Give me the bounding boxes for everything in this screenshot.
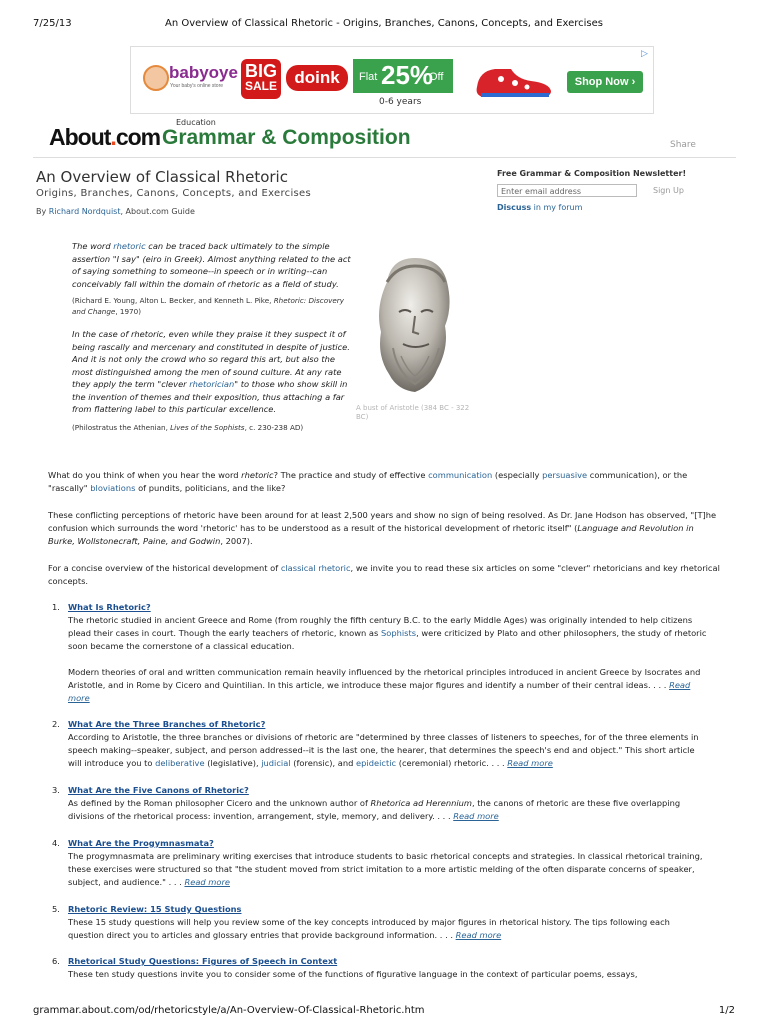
list-item-body (68, 837, 708, 889)
cite-2-title: Lives of the Sophists (170, 423, 245, 432)
communication-link[interactable]: communication (428, 470, 493, 480)
cite-1-a: (Richard E. Young, Alton L. Becker, and Kenneth L. Pike, (72, 296, 274, 305)
ad-big-text: BIG (244, 61, 277, 81)
byline (36, 207, 195, 216)
rhetorician-link[interactable]: rhetorician (189, 379, 235, 389)
item-1-text-p2: Modern theories of oral and written communication remain heavily influenced by the rhetorical principles introduced in ancient Greece by Isocrates and Aristotle, and in Rome by Cicero and Quintilian. In this article, we introduce these major figures and identify a number of their central ideas. . . . (68, 667, 701, 690)
rhetoric-link[interactable]: rhetoric (113, 241, 146, 251)
cite-1-title: Rhetoric: Discovery and Change (72, 296, 344, 316)
list-item-body (68, 955, 708, 981)
cite-2-b: , c. 230-238 AD) (244, 423, 304, 432)
byline-guide: , About.com Guide (120, 207, 195, 216)
ad-shop-now-button[interactable]: Shop Now › (567, 71, 643, 93)
p1-b: ? The practice and study of effective (273, 470, 429, 480)
list-number: 6. (52, 956, 60, 966)
intro-paragraph-2 (48, 509, 720, 548)
quote-2-text-b: " to those who show skill in the invention of themes and their exposition, thus attaching a far from flattering label to this particular excellence. (72, 379, 348, 414)
quote-2 (72, 328, 354, 416)
item-3-italic: Rhetorica ad Herennium (370, 798, 473, 808)
sophists-link[interactable]: Sophists (380, 628, 417, 638)
article-link-study-questions[interactable]: Rhetoric Review: 15 Study Questions (68, 904, 242, 914)
ad-discount-box (353, 59, 453, 93)
quote-2-citation (72, 422, 354, 433)
site-title[interactable]: Grammar & Composition (162, 126, 411, 149)
forum-label[interactable]: in my forum (531, 203, 583, 212)
about-logo[interactable] (49, 124, 160, 151)
p2-a: These conflicting perceptions of rhetoric have been around for at least 2,500 years and show no sign of being resolved. As Dr. Jane Hodson has observed, "[T]he confusion which surrounds the word 'rhetoric' has to be understood as a result of the historical development of rhetoric itself" ( (48, 510, 717, 533)
item-3-text-a: As defined by the Roman philosopher Cicero and the unknown author of (68, 798, 371, 808)
p1-e: of pundits, politicians, and the like? (135, 483, 286, 493)
item-5-text-a: These 15 study questions will help you review some of the key concepts introduced by major figures in rhetorical history. The tips following each question direct you to articles and glossary entries that provide background information. . . . (68, 917, 670, 940)
quote-2-text-a: In the case of rhetoric, even while they praise it they suspect it of being rascally and mercenary and constituted in despite of justice. And it is not only the crowd who so regard this art, but also the most distinguished among the men of sound culture. At any rate they apply the term "clever (72, 329, 350, 389)
discuss-label[interactable]: Discuss (497, 203, 532, 212)
list-item-body (68, 601, 708, 705)
classical-rhetoric-link[interactable]: classical rhetoric (280, 563, 351, 573)
item-2-text-c: (forensic), and (290, 758, 357, 768)
print-url: grammar.about.com/od/rhetoricstyle/a/An-Overview-Of-Classical-Rhetoric.htm (33, 1005, 425, 1016)
bloviations-link[interactable]: bloviations (90, 483, 136, 493)
logo-tld: com (115, 124, 161, 150)
item-6-text-a: These ten study questions invite you to consider some of the functions of figurative language in the context of particular poems, essays, (68, 969, 638, 979)
intro-paragraph-3 (48, 562, 720, 588)
ad-age-range: 0-6 years (379, 97, 422, 107)
read-more-link[interactable]: Read more (68, 680, 691, 703)
share-button[interactable]: Share (670, 140, 696, 150)
item-3-text-b: , the canons of rhetoric are these five overlapping divisions of the rhetorical process: invention, arrangement, style, memory, and delivery. . . . (68, 798, 681, 821)
ad-doink-logo: doink (286, 65, 348, 91)
ad-sale-text: SALE (244, 79, 277, 93)
item-2-text-d: (ceremonial) rhetoric. . . . (396, 758, 508, 768)
item-4-text-a: The progymnasmata are preliminary writing exercises that introduce students to basic rhetorical concepts and strategies. In classical rhetorical training, these exercises were structured so that "the student moved from strict imitation to a more artistic melding of the often disparate concerns of speaker, subject, and audience." . . . (68, 851, 703, 887)
ad-flat-text: Flat (359, 71, 378, 83)
newsletter-heading: Free Grammar & Composition Newsletter! (497, 169, 687, 178)
image-caption: A bust of Aristotle (384 BC - 322 BC) (356, 404, 470, 421)
article-link-what-is-rhetoric[interactable]: What Is Rhetoric? (68, 602, 151, 612)
list-number: 4. (52, 838, 60, 848)
masthead (36, 116, 736, 156)
p2-b: , 2007). (220, 536, 253, 546)
p1-c: (especially (492, 470, 543, 480)
read-more-link[interactable]: Read more (455, 930, 502, 940)
article-link-three-branches[interactable]: What Are the Three Branches of Rhetoric? (68, 719, 266, 729)
p1-d: communication), or the "rascally" (48, 470, 688, 493)
print-date: 7/25/13 (33, 18, 72, 29)
logo-dot: . (110, 124, 116, 150)
intro-paragraph-1 (48, 469, 720, 495)
read-more-link[interactable]: Read more (453, 811, 499, 821)
persuasive-link[interactable]: persuasive (542, 470, 588, 480)
newsletter-box (497, 169, 737, 212)
item-1-text-a: The rhetoric studied in ancient Greece and Rome (from roughly the fifth century B.C. to the early Middle Ages) was originally intended to help citizens plead their cases in court. Though the early teachers of rhetoric, known as (68, 615, 693, 638)
ad-percent-text: 25% (381, 60, 434, 90)
list-number: 3. (52, 785, 60, 795)
list-number: 5. (52, 904, 60, 914)
article-link-five-canons[interactable]: What Are the Five Canons of Rhetoric? (68, 785, 249, 795)
article-subtitle: Origins, Branches, Canons, Concepts, and Exercises (36, 188, 311, 199)
ad-off-text: Off (429, 71, 444, 83)
masthead-divider (33, 157, 736, 158)
p2-i: Language and Revolution in Burke, Wollstonecraft, Paine, and Godwin (48, 523, 694, 546)
author-link[interactable]: Richard Nordquist (48, 207, 121, 216)
list-item-body (68, 903, 708, 942)
p3-b: , we invite you to read these six articles on some "clever" rhetoricians and key rhetorical concepts. (48, 563, 720, 586)
deliberative-link[interactable]: deliberative (155, 758, 205, 768)
article-link-progymnasmata[interactable]: What Are the Progymnasmata? (68, 838, 214, 848)
quote-1 (72, 240, 354, 290)
email-field[interactable]: Enter email address (497, 184, 637, 197)
p3-a: For a concise overview of the historical development of (48, 563, 281, 573)
logo-main: About (49, 124, 111, 150)
section-label[interactable]: Education (176, 118, 216, 127)
p1-a: What do you think of when you hear the word (48, 470, 242, 480)
byline-prefix: By (36, 207, 49, 216)
ad-brand-name: babyoye (169, 63, 238, 82)
article-title: An Overview of Classical Rhetoric (36, 168, 288, 186)
quote-1-text-b: can be traced back ultimately to the simple assertion "I say" (eiro in Greek). Almost anything related to the act of saying something to someone--in speech or in writing--can conceivably fall within the domain of rhetoric as a field of study. (72, 241, 351, 289)
ad-brand-logo (143, 63, 238, 93)
aristotle-bust-image (357, 252, 469, 402)
item-2-text-a: According to Aristotle, the three branches or divisions of rhetoric are "determined by three classes of listeners to speeches, for of the three elements in speech making--speaker, subject, and person addressed--it is the last one, the hearer, that determines the speech's end and object." This short article will introduce you to (68, 732, 699, 768)
list-item-body (68, 784, 708, 823)
cite-1-b: , 1970) (115, 307, 141, 316)
ad-brand-tagline: Your baby's online store (170, 83, 224, 89)
list-number: 1. (52, 602, 60, 612)
article-link-figures-of-speech[interactable]: Rhetorical Study Questions: Figures of Speech in Context (68, 956, 338, 966)
baby-face-icon (143, 65, 169, 91)
cite-2-a: (Philostratus the Athenian, (72, 423, 171, 432)
signup-button[interactable]: Sign Up (653, 186, 684, 195)
item-1-text-b: , were criticized by Plato and other philosophers, the study of rhetoric soon became the cornerstone of a classical education. (68, 628, 707, 651)
judicial-link[interactable]: judicial (261, 758, 291, 768)
print-page-number: 1/2 (718, 1005, 735, 1016)
print-title: An Overview of Classical Rhetoric - Origins, Branches, Canons, Concepts, and Exercises (165, 18, 603, 29)
list-item-body (68, 718, 708, 770)
adchoices-icon[interactable]: ▷ (641, 49, 648, 59)
ad-big-sale-badge (241, 59, 281, 99)
p1-i: rhetoric (241, 470, 274, 480)
read-more-link[interactable]: Read more (507, 758, 553, 768)
item-2-text-b: (legislative), (204, 758, 262, 768)
list-number: 2. (52, 719, 60, 729)
read-more-link[interactable]: Read more (184, 877, 230, 887)
quote-1-text-a: The word (72, 241, 114, 251)
discuss-link[interactable] (497, 203, 582, 212)
ad-banner[interactable] (130, 46, 654, 114)
epideictic-link[interactable]: epideictic (356, 758, 397, 768)
quote-1-citation (72, 295, 354, 317)
baby-shoe-icon (471, 59, 557, 101)
